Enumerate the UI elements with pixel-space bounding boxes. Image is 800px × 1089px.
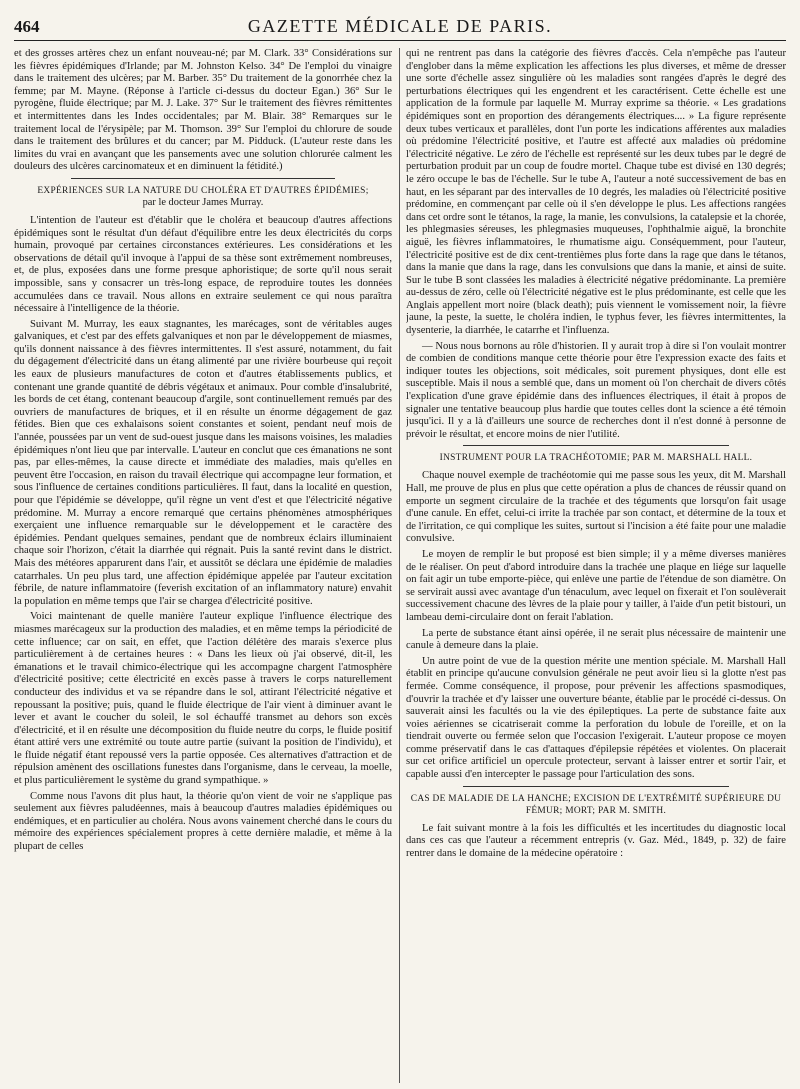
right-column xyxy=(406,48,786,1083)
section-title: EXPÉRIENCES SUR LA NATURE DU CHOLÉRA ET D'AUTRES ÉPIDÉMIES; xyxy=(37,185,369,196)
left-column xyxy=(14,48,392,1083)
section-divider xyxy=(463,786,729,787)
page-number: 464 xyxy=(14,17,40,36)
body-paragraph: La perte de substance étant ainsi opérée, il ne serait plus nécessaire de maintenir une canule à demeure dans la plaie. xyxy=(406,627,786,652)
section-heading-hip: CAS DE MALADIE DE LA HANCHE; EXCISION DE L'EXTRÉMITÉ SUPÉRIEURE DU FÉMUR; MORT; PAR M. SMITH. xyxy=(410,793,782,816)
section-heading-cholera xyxy=(14,185,392,209)
masthead-title: GAZETTE MÉDICALE DE PARIS. xyxy=(247,16,553,36)
body-paragraph: — Nous nous bornons au rôle d'historien. Il y aurait trop à dire si l'on voulait montrer de combien de conditions manque cette théorie pour être l'expression exacte des faits et indiquer toutes les objections, soit médicales, soit purement physiques, dont elle est susceptible. Mais il nous a semblé que, dans un moment où l'on cherchait de divers côtés l'explication d'une grave épidémie dans des influences électriques, il était à propos de signaler une tentative beaucoup plus hardie que toutes celles dont la science a été témoin jusqu'ici. Il y a là d'ailleurs une source de recherches dont il n'est donné à personne de prévoir le résultat, et encore moins de nier l'utilité. xyxy=(406,340,786,440)
body-paragraph: Chaque nouvel exemple de trachéotomie qui me passe sous les yeux, dit M. Marshall Hall, me prouve de plus en plus que cette opération a plus de chances de réussir quand on emporte un segment circulaire de la trachée et des téguments que lorsqu'on fait usage d'une canule. En effet, celui-ci irrite la trachée par son contact, et détermine de la toux et de l'irritation, ce qui complique les suites, surtout si l'incision a été faite pour une maladie convulsive. xyxy=(406,470,786,545)
body-paragraph: Comme nous l'avons dit plus haut, la théorie qu'on vient de voir ne s'applique pas seulement aux fièvres paludéennes, mais à beaucoup d'autres maladies épidémiques ou endémiques, et en particulier au choléra. Nous avons vainement cherché dans le cours du mémoire des expériences spécialement propres à cette dernière maladie, et même à la plupart de celles xyxy=(14,790,392,853)
body-paragraph: Un autre point de vue de la question mérite une mention spéciale. M. Marshall Hall établit en principe qu'aucune convulsion générale ne peut avoir lieu si la glotte n'est pas fermée. Comme conséquence, il propose, pour prévenir les affections spasmodiques, d'ouvrir la trachée et d'y laisser une ouverture béante, établie par le procédé ci-dessus. On sauverait ainsi les facultés ou la vie des épileptiques. La perte de substance faite aux voies aériennes se cicatriserait comme la perforation du lobule de l'oreille, et on la tiendrait ouverte ou fermée selon que l'occasion l'exigerait. L'auteur propose ce moyen comme préservatif dans le cas d'attaques d'épilepsie répétées et violentes. On placerait sur cet orifice artificiel un opercule protecteur, servant à laisser entrer et sortir l'air, et capable aussi d'en intercepter le passage pour l'articulation des sons. xyxy=(406,655,786,781)
body-paragraph: qui ne rentrent pas dans la catégorie des fièvres d'accès. Cela n'empêche pas l'auteur d'englober dans la même explication les affections les plus diverses, et même de dresser une sorte d'échelle assez singulière où les maladies sont rangées d'après le degré des perturbations électriques qui les engendrent et les caractérisent. Cette échelle est une application de la formule par laquelle M. Murray exprime sa théorie. « Les gradations épidémiques sont en proportion des dérangements électriques.... » La figure représente deux tubes verticaux et parallèles, dont l'un porte les indications afférentes aux maladies où prédomine l'électricité positive, et l'autre est affecté aux maladies où prédomine l'électricité négative. Le zéro de l'échelle est représenté sur les deux tubes par le degré de perturbation produit par un coup de foudre mortel. Chaque tube est divisé en 130 degrés; le zéro occupe le bas de l'échelle. Sur le tube A, l'auteur a noté successivement de bas en haut, en les séparant par des intervalles de 10 degrés, les maladies où l'électricité positive prédomine, en commençant par celle où il s'en développe le plus. Les affections rangées dans cet ordre sont le tétanos, la rage, la manie, les convulsions, la catalepsie et la chorée, les phlegmasies séreuses, les phlegmasies muqueuses, l'ophthalmie aiguë, la bronchite aiguë, les fièvres inflammatoires, le rhumatisme aigu. Conséquemment, pour l'auteur, l'électricité positive est de dix cent-trentièmes plus forte dans la rage que dans le tétanos, dans la manie que dans la rage, dans les convulsions que dans la manie, et ainsi de suite. Sur le tube B sont classées les maladies à électricité négative prédominante. La première au-dessus de zéro, celle où l'électricité négative est le plus prédominante, est celle que les Anglais appellent mort noire (black death); puis viennent le vomissement noir, la fièvre jaune, la peste, la suette, le choléra indien, le typhus fever, les fièvres intermittentes, la dysenterie, la diarrhée, le catarrhe et l'influenza. xyxy=(406,48,786,337)
page-header xyxy=(14,14,786,41)
body-paragraph: Voici maintenant de quelle manière l'auteur explique l'influence électrique des miasmes marécageux sur la production des maladies, et en même temps la périodicité de cette influence; car on sait, en effet, que l'action délétère des marais s'exerce plus particulièrement à de certaines heures : « Dans les lieux où j'ai observé, dit-il, les émanations et le travail chimico-électrique qui les accompagne chargent l'atmosphère d'électricité positive; cette électricité en excès passe à travers le corps naturellement conducteur des individus et va se répandre dans le sol, attirant l'électricité négative et repoussant la positive; puis, quand le fluide électrique de l'air vient à diminuer avant le lever et avant le coucher du soleil, le sol échauffé transmet au dehors son excès d'électricité, et il en résulte une décomposition du fluide neutre du corps, le fluide positif étant attiré vers une extrémité ou toute autre partie (suivant la position de l'individu), et le fluide négatif étant repoussé vers la partie opposée. Ces alternatives d'attraction et de répulsion amènent des oscillations funestes dans l'organisme, dans le cerveau, la moelle, et plus particulièrement le système du grand sympathique. » xyxy=(14,611,392,787)
body-paragraph: Le fait suivant montre à la fois les difficultés et les incertitudes du diagnostic local dans ces cas que l'auteur a récemment entrepris (v. Gaz. Méd., 1849, p. 32) de faire rentrer dans le domaine de la médecine opératoire : xyxy=(406,822,786,859)
section-divider xyxy=(463,445,729,446)
section-byline: par le docteur James Murray. xyxy=(142,196,264,208)
section-heading-tracheotomy: INSTRUMENT POUR LA TRACHÉOTOMIE; PAR M. MARSHALL HALL. xyxy=(439,453,753,464)
body-paragraph: Le moyen de remplir le but proposé est bien simple; il y a même diverses manières de le réaliser. On peut d'abord introduire dans la trachée une plaque en liége sur laquelle on fait agir un tube emporte-pièce, qui enlève une partie de l'étendue de son diamètre. On se servirait aussi avec avantage d'un ténaculum, avec lequel on fixerait et l'on soulèverait successivement chacune des lèvres de la plaie pour y tailler, à l'aide d'un petit bistouri, un lambeau demi-circulaire dont on ferait l'ablation. xyxy=(406,548,786,623)
body-paragraph: L'intention de l'auteur est d'établir que le choléra et beaucoup d'autres affections épidémiques sont le résultat d'un défaut d'équilibre entre les deux électricités du corps humain, provoqué par certaines circonstances extérieures. Les considérations et les observations de détail qu'il invoque à l'appui de sa thèse sont extrêmement nombreuses, et, de plus, exposées dans une forme presque aphoristique; de sorte qu'il nous serait impossible, sans y consacrer un très-long espace, de reproduire toutes les données accumulées dans ce travail. Nous allons en extraire seulement ce qui nous paraîtra nécessaire à l'intelligence de la théorie. xyxy=(14,214,392,315)
intro-paragraph: et des grosses artères chez un enfant nouveau-né; par M. Clark. 33° Considérations sur les fièvres épidémiques d'Irlande; par M. Johnston Kelso. 34° De l'emploi du vinaigre dans le traitement des ulcères; par M. Barber. 35° Du traitement de la gonorrhée chez la femme; par M. Mayne. (Réponse à l'article ci-dessus du docteur Egan.) 36° Sur le pyrogène, fluide électrique; par M. J. Lake. 37° Sur le traitement des fièvres rémittentes et intermittentes dans les Indes occidentales; par M. Blair. 38° Remarques sur le traitement local de l'érysipèle; par M. Thomson. 39° Sur l'emploi du chlorure de soude dans le traitement des brûlures et du cancer; par M. Pidduck. (L'auteur reste dans les limites du vrai en avançant que les pansements avec une solution chlorurée calment les douleurs des ulcères carcinomateux et en diminuent la fétidité.) xyxy=(14,48,392,173)
column-rule xyxy=(399,48,400,1083)
section-divider xyxy=(71,178,336,179)
article-columns xyxy=(14,48,786,1083)
body-paragraph: Suivant M. Murray, les eaux stagnantes, les marécages, sont de véritables auges galvaniques, et c'est par des effets galvaniques et non par le développement de miasmes, qu'ils donnent naissance à des fièvres intermittentes. Il s'est assuré, notamment, du fait du dégagement d'électricité dans un étang alimenté par une rivière bourbeuse qui reçoit les eaux de plusieurs manufactures de coton et d'autres établissements publics, et contenant une grande quantité de débris végétaux et animaux. Pour comble d'insalubrité, les bords de cet étang, contenant beaucoup d'argile, sont continuellement remués par des ouvriers de manufactures de briques, et il en résulte un énorme dégagement de gaz fétides. Bien que ces exhalaisons soient constantes et soient, pendant neuf mois de l'année, poussées par un vent de sud-ouest jusque dans les maisons voisines, les maladies épidémiques n'ont lieu que par intervalle. L'auteur en conclut que ces émanations ne sont pas, par elles-mêmes, la cause directe et immédiate des maladies, mais qu'elles en peuvent être l'occasion, en raison du travail électrique qui accompagne leur formation, et sous l'influence de certaines conditions particulières. Il faut, dans la localité en question, pour que l'épidémie se développe, qu'il règne un vent d'est et que l'électricité négative prédomine. M. Murray a encore remarqué que certains phénomènes atmosphériques exerçaient une influence remarquable sur le développement et le caractère des épidémies. Pendant quelques semaines, pendant que de nombreux éclairs illuminaient chaque soir l'horizon, c'était la diarrhée qui régnait. Puis la santé revint dans le district. Mais des météores apparurent dans l'air, et aussitôt se déclara une épidémie de maladies catarrhales. Un peu plus tard, une affection épidémique appelée par l'auteur excitation fébrile, de nature inflammatoire (feverish excitation of an inflammatory nature) envahit la population en même temps que l'air se chargea d'électricité positive. xyxy=(14,318,392,607)
